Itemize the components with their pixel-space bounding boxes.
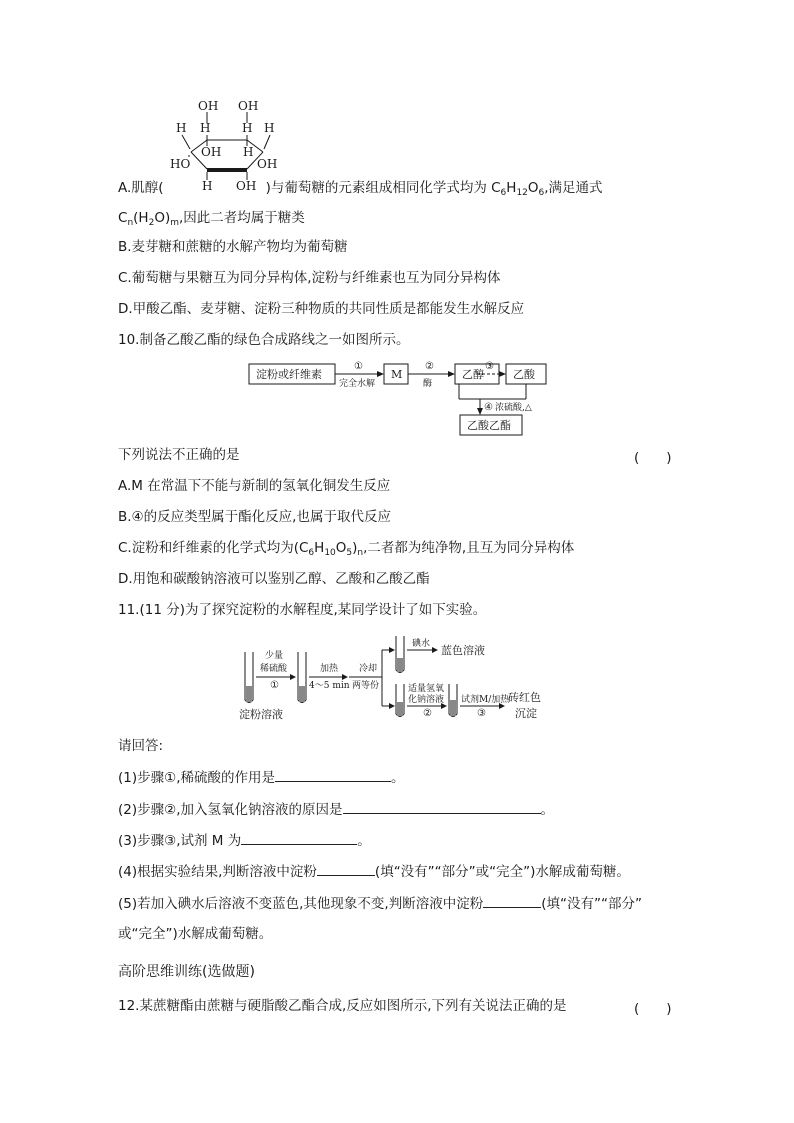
arrow1-label2: 稀硫酸 — [260, 664, 288, 674]
lower-tube-liquid — [397, 702, 403, 716]
flow-step4-cond: 浓硫酸,△ — [495, 403, 532, 413]
upper-tube-liquid — [397, 658, 403, 672]
tube1-liquid — [246, 686, 252, 702]
flow-m: M — [391, 368, 403, 381]
q10-option-b: B.④的反应类型属于酯化反应,也属于取代反应 — [118, 509, 391, 525]
flow-step2-cond: 酶 — [423, 379, 433, 389]
q9-option-b: B.麦芽糖和蔗糖的水解产物均为葡萄糖 — [118, 239, 348, 255]
q11-experiment-diagram — [232, 630, 572, 720]
q11-stem: 11.(11 分)为了探究淀粉的水解程度,某同学设计了如下实验。 — [118, 602, 487, 618]
q10-option-c: C.淀粉和纤维素的化学式均为$(C_6H_{10}O_5)_n$,二者都为纯净物,且互为同分异构体 — [118, 540, 575, 558]
oh-mid: OH — [201, 145, 222, 159]
q11-sub4: (4)根据实验结果,判断溶液中淀粉 (填“没有”“部分”或“完全”)水解成葡萄糖。 — [118, 864, 630, 880]
q10-flow-diagram — [248, 359, 548, 437]
flow-step1-cond: 完全水解 — [339, 379, 376, 389]
naoh-label2: 化钠溶液 — [408, 695, 445, 705]
arrow1-label1: 少量 — [265, 651, 284, 661]
q9-option-a-line2: $C_n(H_2O)_m$,因此二者均属于糖类 — [118, 210, 305, 228]
starch-solution-label: 淀粉溶液 — [239, 708, 283, 720]
q10-option-d: D.用饱和碳酸钠溶液可以鉴别乙醇、乙酸和乙酸乙酯 — [118, 571, 430, 587]
ho-left: HO — [170, 157, 191, 171]
oh-top-2: OH — [238, 99, 259, 113]
h-right: H — [264, 121, 275, 135]
q11-blank4[interactable] — [317, 862, 375, 876]
q11-sub5-line2: 或“完全”)水解成葡萄糖。 — [118, 926, 273, 942]
q11-prompt: 请回答: — [118, 738, 164, 754]
q11-sub5: (5)若加入碘水后溶液不变蓝色,其他现象不变,判断溶液中淀粉 (填“没有”“部分” — [118, 896, 642, 912]
arrow2-top: 加热 — [320, 664, 339, 674]
q11-sub2: (2)步骤②,加入氢氧化钠溶液的原因是 。 — [118, 802, 555, 818]
section-heading: 高阶思维训练(选做题) — [118, 964, 255, 980]
final-tube-liquid — [450, 700, 456, 716]
reagent-label: 试剂M/加热 — [461, 695, 510, 705]
q12-stem: 12.某蔗糖酯由蔗糖与硬脂酸乙酯合成,反应如图所示,下列有关说法正确的是 — [118, 998, 567, 1014]
q10-stem: 10.制备乙酸乙酯的绿色合成路线之一如图所示。 — [118, 332, 410, 348]
q11-blank1[interactable] — [275, 768, 391, 782]
q9-option-c: C.葡萄糖与果糖互为同分异构体,淀粉与纤维素也互为同分异构体 — [118, 270, 501, 286]
oh-right: OH — [257, 157, 278, 171]
h-1: H — [200, 121, 211, 135]
tube2-liquid — [299, 686, 305, 702]
step2-num: ② — [423, 708, 432, 719]
q10-option-a: A.M 在常温下不能与新制的氢氧化铜发生反应 — [118, 478, 391, 494]
arrow2-bottom: 4～5 min — [309, 681, 350, 691]
q11-blank2[interactable] — [343, 800, 541, 814]
arrow3-bottom: 两等份 — [352, 681, 380, 691]
oh-bottom: OH — [236, 179, 257, 193]
q9-option-d: D.甲酸乙酯、麦芽糖、淀粉三种物质的共同性质是都能发生水解反应 — [118, 301, 525, 317]
blue-solution: 蓝色溶液 — [441, 644, 485, 657]
h-2: H — [242, 121, 253, 135]
h-mid: H — [243, 145, 254, 159]
q9-option-a: A.肌醇( )与葡萄糖的元素组成相同化学式均为 $C_6H_{12}O_6$,满足通式 — [118, 180, 603, 198]
flow-start: 淀粉或纤维素 — [256, 368, 322, 381]
oh-top-1: OH — [198, 99, 219, 113]
result-brick-red: 砖红色 — [508, 691, 541, 704]
h-bottom: H — [202, 179, 213, 193]
step3-num: ③ — [477, 708, 486, 719]
q10-question: 下列说法不正确的是 — [118, 447, 240, 463]
naoh-label1: 适量氢氧 — [408, 684, 445, 694]
q12-answer-paren: ( ) — [634, 1001, 672, 1017]
iodine-label: 碘水 — [412, 639, 431, 649]
flow-ethanol: 乙醇 — [462, 368, 484, 381]
flow-step4-num: ④ — [484, 402, 493, 413]
flow-step2-num: ② — [425, 361, 434, 372]
q11-sub3: (3)步骤③,试剂 M 为 。 — [118, 833, 371, 849]
q11-blank3[interactable] — [241, 831, 357, 845]
arrow3-top: 冷却 — [359, 664, 378, 674]
flow-step1-num: ① — [354, 361, 363, 372]
flow-ester: 乙酸乙酯 — [467, 419, 511, 432]
flow-step3-num: ③ — [485, 361, 494, 372]
result-precipitate: 沉淀 — [515, 707, 537, 720]
flow-acetic: 乙酸 — [513, 368, 535, 381]
arrow1-num: ① — [270, 680, 279, 691]
q11-blank5[interactable] — [483, 894, 541, 908]
q11-sub1: (1)步骤①,稀硫酸的作用是 。 — [118, 770, 405, 786]
h-left: H — [176, 121, 187, 135]
q10-answer-paren: ( ) — [634, 450, 672, 466]
